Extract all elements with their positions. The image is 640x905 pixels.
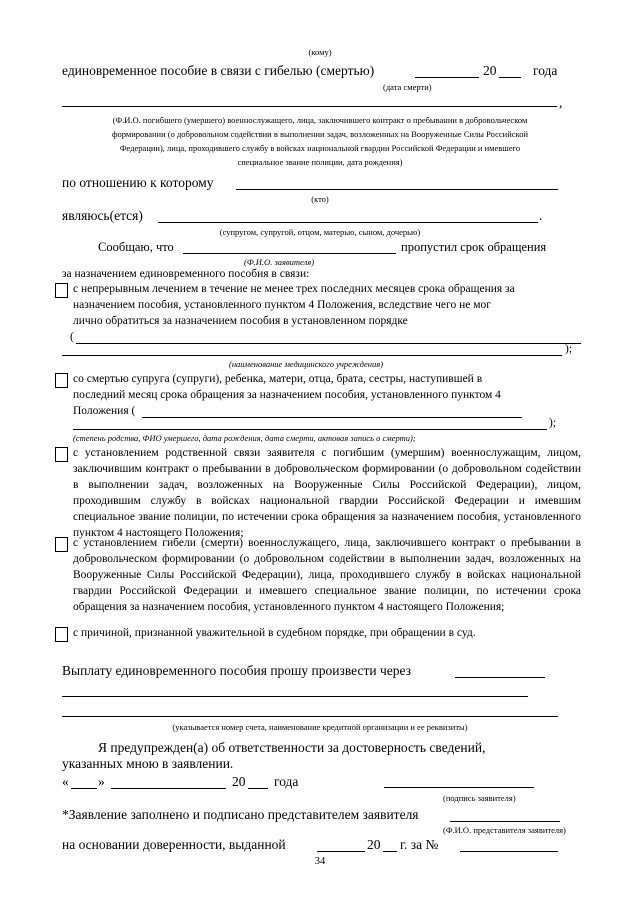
warning-line2: указанных мною в заявлении. [62,756,234,771]
year-prefix: 20 [483,63,497,78]
payment-caption: (указывается номер счета, наименование кредитной организации и ее реквизиты) [172,722,468,732]
payment-label: Выплату единовременного пособия прошу произвести через [62,663,411,678]
option-kinship-text: с установлением родственной связи заявителя с погибшим (умершим) военнослужащим, лицом, заключившим контракт о пребывании в добровольческом формировании (о добровольном содействии в выполнении задач, возложенных на Вооруженные Силы Российской Федерации), лицом, проходившим службу в войсках национальной гвардии Российской Федерации и имевшим специальное звание полиции, по истечении срока обращения за назначением пособия, установленного пунктом 4 настоящего Положения; [73,447,581,539]
option-treatment-open-paren: ( [70,331,74,343]
comma: , [559,95,563,110]
proxy-prefix: на основании доверенности, выданной [62,837,286,852]
option-kinship-checkbox[interactable] [55,447,68,462]
quote-close: » [98,774,105,789]
applicant-fio-caption: (Ф.И.О. заявителя) [244,257,315,267]
am-label: являюсь(ется) [62,208,143,223]
period: . [539,208,543,223]
relative-details-field-2[interactable] [73,429,547,430]
medical-institution-caption: (наименование медицинского учреждения) [229,359,384,369]
representative-fio-field[interactable] [450,821,560,822]
relative-details-caption: (степень родства, ФИО умершего, дата рождения, дата смерти, актовая запись о смерти); [73,433,416,443]
payment-method-field-3[interactable] [62,716,558,717]
page-number: 34 [314,856,326,867]
death-year-field[interactable] [499,77,521,78]
applicant-signature-field[interactable] [384,787,534,788]
medical-institution-field-1[interactable] [76,343,581,344]
komu-caption: (кому) [308,47,332,57]
proxy-number-field[interactable] [460,851,558,852]
option-treatment-line1: с непрерывным лечением в течение не менее трех последних месяцев срока обращения за [73,283,515,295]
representative-line: *Заявление заполнено и подписано представителем заявителя [62,807,419,822]
relation-caption: (супругом, супругой, отцом, матерью, сыном, дочерью) [219,227,421,237]
option-relative-death-checkbox[interactable] [55,373,68,388]
option-court-checkbox[interactable] [55,627,68,642]
applicant-fio-field[interactable] [183,253,396,254]
relative-details-field-1[interactable] [142,417,522,418]
relation-who-field[interactable] [236,189,558,190]
report-intro: за назначением единовременного пособия в связи: [62,268,310,280]
option-relative-death-line1: со смертью супруга (супруги), ребенка, матери, отца, брата, сестры, наступившей в [73,373,483,385]
sign-month-field[interactable] [111,788,226,789]
option-treatment-close: ); [565,343,573,355]
deceased-fio-field[interactable] [62,106,557,107]
payment-method-field-2[interactable] [62,696,528,697]
option-relative-death-line3: Положения ( [73,405,136,417]
warning-line1: Я предупрежден(а) об ответственности за достоверность сведений, [98,740,486,755]
medical-institution-field-2[interactable] [62,355,562,356]
who-caption: (кто) [311,194,329,204]
benefit-death-label: единовременное пособие в связи с гибелью (смертью) [62,63,375,78]
sign-year-field[interactable] [248,788,268,789]
fio-caption-1: (Ф.И.О. погибшего (умершего) военнослужащего, лица, заключившего контракт о пребывании в добровольческом [112,115,528,125]
option-relative-death-close: ); [549,417,557,429]
relation-label: по отношению к которому [62,175,214,190]
fio-caption-3: Федерации), лица, проходившего службу в войсках национальной гвардии Российской Федерации и имевшего [119,143,521,153]
proxy-year-field[interactable] [383,851,397,852]
death-date-field[interactable] [415,77,479,78]
option-relative-death-line2: последний месяц срока обращения за назначением пособия, установленного пунктом 4 [73,389,501,401]
payment-method-field-1[interactable] [455,677,545,678]
death-date-caption: (дата смерти) [383,82,432,92]
fio-caption-4: специальное звание полиции, дата рождения) [237,157,403,167]
representative-caption: (Ф.И.О. представителя заявителя) [443,825,566,835]
relation-type-field[interactable] [158,222,538,223]
option-treatment-line3: лично обратиться за назначением пособия в установленном порядке [73,315,408,327]
signature-caption: (подпись заявителя) [443,793,516,803]
proxy-number-label: г. за № [400,837,439,852]
quote-open: « [62,774,69,789]
report-prefix: Сообщаю, что [98,240,174,254]
proxy-date-field[interactable] [317,851,365,852]
report-suffix: пропустил срок обращения [401,240,547,254]
proxy-year-prefix: 20 [367,837,381,852]
sign-year-suffix: года [274,774,299,789]
option-death-established-text: с установлением гибели (смерти) военнослужащего, лица, заключившего контракт о пребывании в добровольческом формировании (о добровольном содействии в выполнении задач, возложенных на Вооруженные Силы Российской Федерации), лица, проходившего службу в войсках национальной гвардии Российской Федерации и имевшего специальное звание полиции, по истечении срока обращения за назначением пособия, установленного пунктом 4 настоящего Положения; [73,537,581,613]
option-court-text: с причиной, признанной уважительной в судебном порядке, при обращении в суд. [73,627,476,639]
sign-year-prefix: 20 [232,774,246,789]
option-treatment-checkbox[interactable] [55,283,68,298]
option-death-established-checkbox[interactable] [55,537,68,552]
fio-caption-2: формировании (о добровольном содействии в выполнении задач, возложенных на Вооруженные Силы Российской [111,129,529,139]
option-treatment-line2: назначением пособия, установленного пунктом 4 Положения, вследствие чего не мог [73,299,491,311]
sign-day-field[interactable] [71,788,97,789]
year-suffix: года [533,63,558,78]
